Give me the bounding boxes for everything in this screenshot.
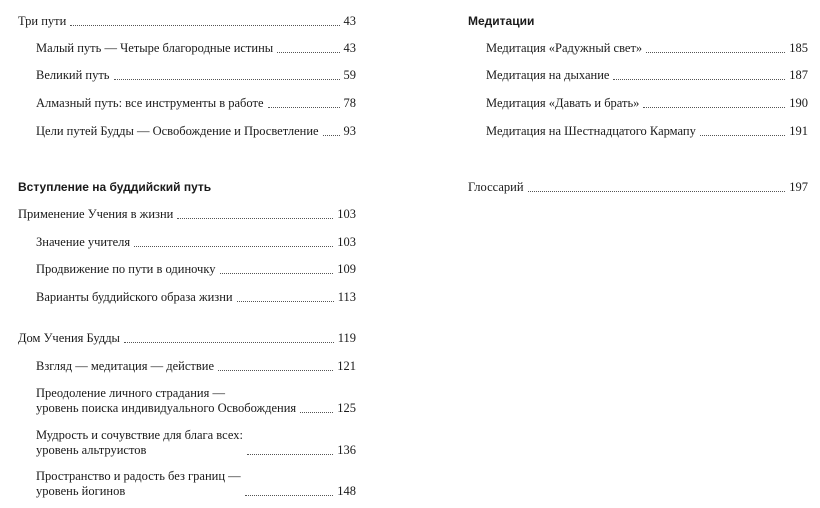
toc-entry-great-path[interactable]	[36, 68, 356, 83]
toc-page-number: 197	[789, 180, 808, 194]
dot-leader	[613, 79, 785, 80]
dot-leader	[528, 191, 786, 192]
toc-entry-title	[36, 469, 241, 499]
dot-leader	[177, 218, 333, 219]
toc-entry-give-take[interactable]	[486, 96, 808, 111]
toc-entry-applying-teaching[interactable]	[18, 207, 356, 222]
toc-page-number: 43	[343, 14, 356, 28]
toc-entry-space-joy[interactable]	[36, 469, 356, 499]
toc-entry-diamond-path[interactable]	[36, 96, 356, 111]
toc-entry-title: Взгляд — медитация — действие	[36, 359, 214, 373]
toc-entry-title-line2: уровень альтруистов	[36, 443, 147, 457]
toc-page-number: 103	[337, 235, 356, 249]
toc-entry-small-path[interactable]	[36, 41, 356, 56]
toc-entry-breath[interactable]	[486, 68, 808, 83]
toc-page-number: 113	[337, 290, 356, 304]
toc-entry-title: Дом Учения Будды	[18, 331, 120, 345]
toc-entry-title	[36, 386, 296, 416]
dot-leader	[114, 79, 340, 80]
toc-entry-karmapa[interactable]	[486, 124, 808, 139]
dot-leader	[646, 52, 785, 53]
dot-leader	[220, 273, 334, 274]
toc-page-number: 125	[337, 401, 356, 415]
dot-leader	[124, 342, 334, 343]
toc-page-number: 190	[789, 96, 808, 110]
dot-leader	[277, 52, 339, 53]
toc-entry-title: Медитация на дыхание	[486, 68, 610, 82]
toc-right-column	[468, 0, 808, 508]
toc-page-number: 187	[789, 68, 808, 82]
toc-page-number: 185	[789, 41, 808, 55]
toc-page-number: 59	[343, 68, 356, 82]
dot-leader	[247, 454, 333, 455]
toc-entry-title-line1: Пространство и радость без границ —	[36, 469, 241, 483]
toc-entry-alone[interactable]	[36, 262, 356, 277]
toc-entry-title-line2: уровень йогинов	[36, 484, 126, 498]
toc-page-number: 136	[337, 443, 356, 457]
toc-page-number: 78	[343, 96, 356, 110]
section-heading-meditations: Медитации	[468, 14, 535, 28]
toc-page-number: 93	[343, 124, 356, 138]
toc-entry-overcoming-suffering[interactable]	[36, 386, 356, 416]
dot-leader	[218, 370, 333, 371]
toc-page-number: 103	[337, 207, 356, 221]
toc-entry-title-line1: Мудрость и сочувствие для блага всех:	[36, 428, 243, 442]
toc-left-column	[18, 0, 356, 508]
toc-page-number: 148	[337, 484, 356, 498]
toc-entry-title: Применение Учения в жизни	[18, 207, 174, 221]
toc-entry-lifestyles[interactable]	[36, 290, 356, 305]
dot-leader	[245, 495, 334, 496]
toc-entry-goals[interactable]	[36, 124, 356, 139]
toc-entry-title-line2: уровень поиска индивидуального Освобождения	[36, 401, 297, 415]
toc-page-number: 191	[789, 124, 808, 138]
toc-entry-view-meditation-action[interactable]	[36, 359, 356, 374]
toc-entry-house-of-teaching[interactable]	[18, 331, 356, 346]
toc-page-number: 43	[343, 41, 356, 55]
toc-entry-three-paths[interactable]	[18, 14, 356, 29]
dot-leader	[237, 301, 334, 302]
toc-entry-title: Малый путь — Четыре благородные истины	[36, 41, 274, 55]
toc-entry-wisdom-compassion[interactable]	[36, 428, 356, 458]
dot-leader	[70, 25, 339, 26]
toc-page-number: 121	[337, 359, 356, 373]
toc-entry-title: Три пути	[18, 14, 67, 28]
dot-leader	[323, 135, 340, 136]
toc-page-number: 109	[337, 262, 356, 276]
toc-entry-title: Продвижение по пути в одиночку	[36, 262, 216, 276]
dot-leader	[643, 107, 785, 108]
dot-leader	[268, 107, 340, 108]
dot-leader	[300, 412, 333, 413]
toc-entry-title-line1: Преодоление личного страдания —	[36, 386, 225, 400]
toc-entry-title: Глоссарий	[468, 180, 524, 194]
dot-leader	[700, 135, 785, 136]
toc-entry-title: Медитация «Давать и брать»	[486, 96, 640, 110]
toc-page-number: 119	[337, 331, 356, 345]
toc-entry-title: Медитация на Шестнадцатого Кармапу	[486, 124, 696, 138]
toc-entry-title	[36, 428, 243, 458]
toc-entry-title: Значение учителя	[36, 235, 131, 249]
toc-entry-teacher[interactable]	[36, 235, 356, 250]
toc-entry-glossary[interactable]	[468, 180, 808, 195]
toc-entry-title: Цели путей Будды — Освобождение и Просветление	[36, 124, 319, 138]
toc-entry-rainbow-light[interactable]	[486, 41, 808, 56]
toc-entry-title: Варианты буддийского образа жизни	[36, 290, 233, 304]
toc-entry-title: Алмазный путь: все инструменты в работе	[36, 96, 264, 110]
toc-entry-title: Медитация «Радужный свет»	[486, 41, 643, 55]
dot-leader	[134, 246, 333, 247]
section-heading-entering-path: Вступление на буддийский путь	[18, 180, 212, 194]
toc-entry-title: Великий путь	[36, 68, 110, 82]
